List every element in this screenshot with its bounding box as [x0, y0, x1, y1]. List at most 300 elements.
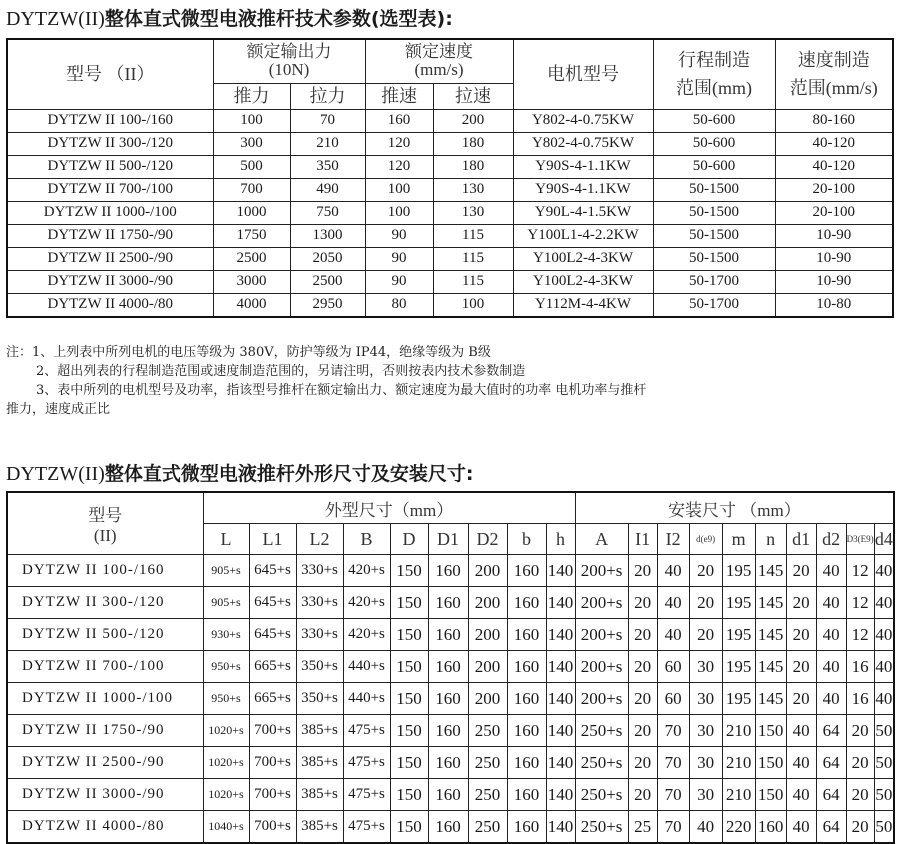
cell-pull: 1300: [290, 224, 365, 247]
table-row: [7, 155, 893, 178]
cell-stroke: 50-600: [653, 132, 775, 155]
cell-outer: 665+s: [249, 683, 296, 715]
cell-install: 20: [628, 619, 657, 651]
cell-install: 20: [628, 651, 657, 683]
col-speed-range: [775, 39, 893, 109]
cell-outer: 150: [390, 555, 428, 587]
cell-outer: 150: [390, 779, 428, 811]
col-install-4: m: [722, 524, 755, 555]
cell-stroke: 50-1700: [653, 293, 775, 317]
col-push-force: 推力: [213, 83, 290, 109]
cell-install: 20: [846, 811, 874, 844]
cell-outer: 250: [468, 715, 507, 747]
cell-install: 210: [722, 747, 755, 779]
model-header-2: (II): [93, 526, 117, 545]
col-outer-7: b: [507, 524, 546, 555]
cell-outer: 950+s: [203, 651, 249, 683]
cell-push: 100: [213, 109, 290, 132]
cell-outer: 200: [468, 555, 507, 587]
speed-group-label: 额定速度: [405, 42, 473, 62]
cell-stroke: 50-1500: [653, 178, 775, 201]
cell-install: 220: [722, 811, 755, 844]
cell-outer: 140: [546, 715, 575, 747]
cell-install: 20: [786, 619, 816, 651]
cell-install: 40: [874, 587, 894, 619]
spec-table-title: [6, 4, 453, 31]
cell-outer: 150: [390, 683, 428, 715]
spec-title-model: DYTZW(II): [6, 8, 105, 30]
col-install-6: d1: [786, 524, 816, 555]
cell-install: 145: [755, 683, 786, 715]
cell-motor: Y90S-4-1.1KW: [513, 178, 653, 201]
cell-push: 500: [213, 155, 290, 178]
cell-install: 150: [755, 715, 786, 747]
table-row: [7, 109, 893, 132]
cell-install: 20: [628, 683, 657, 715]
cell-outer: 160: [428, 747, 468, 779]
cell-install: 145: [755, 651, 786, 683]
cell-push-speed: 90: [365, 247, 433, 270]
cell-motor: Y802-4-0.75KW: [513, 109, 653, 132]
cell-outer: 250: [468, 779, 507, 811]
cell-install: 70: [657, 747, 689, 779]
cell-outer: 1040+s: [203, 811, 249, 844]
cell-speed-range: 40-120: [775, 132, 893, 155]
cell-outer: 330+s: [296, 587, 343, 619]
cell-outer: 350+s: [296, 683, 343, 715]
cell-outer: 905+s: [203, 555, 249, 587]
cell-install: 40: [816, 683, 846, 715]
cell-push-speed: 120: [365, 155, 433, 178]
cell-install: 60: [657, 683, 689, 715]
cell-motor: Y100L1-4-2.2KW: [513, 224, 653, 247]
spec-table: [6, 38, 894, 318]
cell-outer: 160: [428, 811, 468, 844]
cell-install: 150: [755, 779, 786, 811]
cell-speed-range: 20-100: [775, 178, 893, 201]
cell-outer: 645+s: [249, 555, 296, 587]
cell-outer: 200: [468, 651, 507, 683]
cell-outer: 160: [428, 683, 468, 715]
stroke-range-label-2: 范围(mm): [676, 78, 752, 99]
cell-speed-range: 10-80: [775, 293, 893, 317]
cell-install: 12: [846, 587, 874, 619]
cell-install: 20: [846, 779, 874, 811]
cell-install: 40: [874, 619, 894, 651]
cell-install: 40: [657, 587, 689, 619]
col-outer-4: D: [390, 524, 428, 555]
cell-install: 20: [786, 587, 816, 619]
cell-install: 70: [657, 715, 689, 747]
table-row: [7, 270, 893, 293]
spec-title-text: 整体直式微型电液推杆技术参数(选型表):: [104, 8, 453, 30]
cell-outer: 140: [546, 779, 575, 811]
cell-pull: 2500: [290, 270, 365, 293]
cell-speed-range: 40-120: [775, 155, 893, 178]
cell-push-speed: 100: [365, 178, 433, 201]
cell-pull-speed: 100: [433, 293, 513, 317]
table-row: [7, 201, 893, 224]
cell-outer: 200: [468, 619, 507, 651]
cell-push: 1000: [213, 201, 290, 224]
cell-outer: 150: [390, 619, 428, 651]
col-install-8: D3(E9): [846, 524, 874, 555]
cell-outer: 160: [507, 747, 546, 779]
cell-outer: 160: [507, 651, 546, 683]
cell-install: 70: [657, 779, 689, 811]
dimension-table: [6, 491, 895, 844]
cell-install: 30: [689, 715, 722, 747]
cell-outer: 350+s: [296, 651, 343, 683]
cell-install: 16: [846, 651, 874, 683]
cell-outer: 140: [546, 587, 575, 619]
cell-install: 20: [689, 619, 722, 651]
cell-install: 20: [786, 651, 816, 683]
cell-install: 30: [689, 683, 722, 715]
cell-outer: 330+s: [296, 619, 343, 651]
col-outer-0: L: [203, 524, 249, 555]
cell-install: 145: [755, 555, 786, 587]
cell-install: 20: [786, 683, 816, 715]
cell-outer: 930+s: [203, 619, 249, 651]
cell-stroke: 50-600: [653, 109, 775, 132]
col-install-7: d2: [816, 524, 846, 555]
col-outer-6: D2: [468, 524, 507, 555]
table-row: [7, 779, 894, 811]
col-motor: 电机型号: [513, 39, 653, 109]
cell-install: 20: [628, 587, 657, 619]
cell-outer: 160: [428, 779, 468, 811]
cell-outer: 140: [546, 555, 575, 587]
col-outer-2: L2: [296, 524, 343, 555]
cell-model: DYTZW II 700-/100: [7, 651, 203, 683]
cell-outer: 140: [546, 747, 575, 779]
cell-outer: 385+s: [296, 811, 343, 844]
cell-outer: 150: [390, 811, 428, 844]
cell-pull: 2950: [290, 293, 365, 317]
cell-install: 20: [689, 587, 722, 619]
cell-outer: 475+s: [343, 779, 390, 811]
cell-outer: 140: [546, 811, 575, 844]
table-row: [7, 224, 893, 247]
cell-model: DYTZW II 1750-/90: [7, 224, 213, 247]
cell-install: 50: [874, 811, 894, 844]
cell-speed-range: 10-90: [775, 247, 893, 270]
cell-model: DYTZW II 4000-/80: [7, 811, 203, 844]
cell-install: 250+s: [575, 747, 628, 779]
cell-pull: 2050: [290, 247, 365, 270]
cell-install: 64: [816, 747, 846, 779]
cell-install: 30: [689, 779, 722, 811]
col-outer-1: L1: [249, 524, 296, 555]
cell-motor: Y90L-4-1.5KW: [513, 201, 653, 224]
cell-push: 4000: [213, 293, 290, 317]
col-install-1: I1: [628, 524, 657, 555]
force-group-unit: (10N): [268, 60, 310, 80]
cell-push-speed: 90: [365, 224, 433, 247]
cell-install: 200+s: [575, 619, 628, 651]
cell-install: 210: [722, 715, 755, 747]
cell-push-speed: 80: [365, 293, 433, 317]
cell-install: 40: [874, 651, 894, 683]
cell-install: 25: [628, 811, 657, 844]
cell-outer: 160: [507, 683, 546, 715]
col-model-2: [7, 492, 203, 555]
cell-stroke: 50-1500: [653, 224, 775, 247]
cell-stroke: 50-1700: [653, 270, 775, 293]
cell-outer: 385+s: [296, 779, 343, 811]
cell-install: 50: [874, 779, 894, 811]
cell-motor: Y112M-4-4KW: [513, 293, 653, 317]
cell-model: DYTZW II 2500-/90: [7, 247, 213, 270]
cell-outer: 440+s: [343, 683, 390, 715]
cell-install: 12: [846, 619, 874, 651]
cell-outer: 385+s: [296, 747, 343, 779]
cell-outer: 420+s: [343, 555, 390, 587]
cell-install: 200+s: [575, 651, 628, 683]
cell-install: 40: [689, 811, 722, 844]
cell-install: 16: [846, 683, 874, 715]
cell-stroke: 50-1500: [653, 247, 775, 270]
note-2: 2、超出列表的行程制造范围或速度制造范围的，另请注明，否则按表内技术参数制造: [36, 364, 526, 379]
cell-push: 2500: [213, 247, 290, 270]
cell-install: 40: [657, 555, 689, 587]
table-row: [7, 747, 894, 779]
notes: [6, 343, 896, 419]
dimension-table-title: [6, 459, 473, 486]
table-row: [7, 683, 894, 715]
col-install-9: d4: [874, 524, 894, 555]
cell-outer: 420+s: [343, 587, 390, 619]
table-row: [7, 178, 893, 201]
col-install-3: d(e9): [689, 524, 722, 555]
cell-install: 40: [786, 779, 816, 811]
col-push-speed: 推速: [365, 83, 433, 109]
note-1: 注：1、上列表中所列电机的电压等级为 380V，防护等级为 IP44，绝缘等级为 B级: [6, 345, 491, 360]
cell-outer: 645+s: [249, 587, 296, 619]
cell-model: DYTZW II 1750-/90: [7, 715, 203, 747]
cell-install: 195: [722, 683, 755, 715]
cell-outer: 700+s: [249, 779, 296, 811]
cell-push: 700: [213, 178, 290, 201]
cell-install: 195: [722, 651, 755, 683]
speed-range-label-1: 速度制造: [797, 50, 870, 71]
col-pull-speed: 拉速: [433, 83, 513, 109]
col-install-group: 安装尺寸 （mm）: [575, 492, 894, 524]
cell-pull: 210: [290, 132, 365, 155]
col-pull-force: 拉力: [290, 83, 365, 109]
cell-model: DYTZW II 100-/160: [7, 555, 203, 587]
cell-install: 40: [786, 747, 816, 779]
cell-install: 50: [874, 747, 894, 779]
cell-install: 50: [874, 715, 894, 747]
cell-push-speed: 160: [365, 109, 433, 132]
cell-outer: 160: [507, 555, 546, 587]
cell-install: 195: [722, 587, 755, 619]
cell-install: 40: [786, 715, 816, 747]
cell-outer: 250: [468, 747, 507, 779]
col-outer-8: h: [546, 524, 575, 555]
cell-motor: Y100L2-4-3KW: [513, 270, 653, 293]
cell-model: DYTZW II 2500-/90: [7, 747, 203, 779]
dim-title-model: DYTZW(II): [6, 463, 105, 485]
cell-speed-range: 20-100: [775, 201, 893, 224]
cell-install: 40: [816, 555, 846, 587]
col-install-2: I2: [657, 524, 689, 555]
cell-stroke: 50-1500: [653, 201, 775, 224]
table-row: [7, 293, 893, 317]
cell-outer: 1020+s: [203, 779, 249, 811]
cell-install: 20: [628, 779, 657, 811]
cell-model: DYTZW II 3000-/90: [7, 779, 203, 811]
cell-motor: Y802-4-0.75KW: [513, 132, 653, 155]
col-install-0: A: [575, 524, 628, 555]
cell-push-speed: 90: [365, 270, 433, 293]
cell-outer: 330+s: [296, 555, 343, 587]
cell-motor: Y100L2-4-3KW: [513, 247, 653, 270]
cell-install: 60: [657, 651, 689, 683]
cell-install: 64: [816, 811, 846, 844]
cell-install: 40: [816, 651, 846, 683]
cell-pull-speed: 130: [433, 201, 513, 224]
cell-outer: 700+s: [249, 715, 296, 747]
cell-speed-range: 10-90: [775, 270, 893, 293]
cell-speed-range: 10-90: [775, 224, 893, 247]
cell-push: 1750: [213, 224, 290, 247]
cell-outer: 1020+s: [203, 747, 249, 779]
cell-outer: 905+s: [203, 587, 249, 619]
col-outer-group: 外型尺寸（mm）: [203, 492, 575, 524]
cell-outer: 475+s: [343, 811, 390, 844]
dim-title-text: 整体直式微型电液推杆外形尺寸及安装尺寸:: [104, 463, 474, 485]
cell-outer: 645+s: [249, 619, 296, 651]
col-speed-group: [365, 39, 513, 83]
col-model: 型号 （II）: [7, 39, 213, 109]
cell-speed-range: 80-160: [775, 109, 893, 132]
model-header-1: 型号: [88, 506, 123, 525]
table-row: [7, 555, 894, 587]
cell-model: DYTZW II 4000-/80: [7, 293, 213, 317]
cell-outer: 150: [390, 715, 428, 747]
cell-outer: 420+s: [343, 619, 390, 651]
cell-install: 20: [628, 555, 657, 587]
cell-install: 150: [755, 747, 786, 779]
cell-outer: 665+s: [249, 651, 296, 683]
cell-outer: 475+s: [343, 747, 390, 779]
cell-install: 160: [755, 811, 786, 844]
cell-outer: 475+s: [343, 715, 390, 747]
cell-install: 20: [628, 747, 657, 779]
cell-install: 195: [722, 619, 755, 651]
cell-install: 20: [786, 555, 816, 587]
table-row: [7, 651, 894, 683]
cell-outer: 150: [390, 747, 428, 779]
cell-install: 64: [816, 779, 846, 811]
cell-pull-speed: 115: [433, 224, 513, 247]
cell-outer: 700+s: [249, 811, 296, 844]
cell-install: 40: [786, 811, 816, 844]
cell-outer: 150: [390, 651, 428, 683]
force-group-label: 额定输出力: [246, 42, 332, 62]
cell-pull-speed: 200: [433, 109, 513, 132]
note-3: 3、表中所列的电机型号及功率，指该型号推杆在额定输出力、额定速度为最大值时的功率 电机功率与推杆: [36, 383, 647, 398]
cell-pull-speed: 180: [433, 155, 513, 178]
cell-outer: 160: [507, 811, 546, 844]
col-stroke-range: [653, 39, 775, 109]
cell-outer: 440+s: [343, 651, 390, 683]
stroke-range-label-1: 行程制造: [678, 50, 750, 71]
cell-outer: 160: [428, 619, 468, 651]
cell-motor: Y90S-4-1.1KW: [513, 155, 653, 178]
cell-install: 20: [846, 715, 874, 747]
cell-stroke: 50-600: [653, 155, 775, 178]
cell-install: 145: [755, 587, 786, 619]
cell-outer: 250: [468, 811, 507, 844]
cell-install: 40: [874, 555, 894, 587]
cell-outer: 160: [507, 619, 546, 651]
cell-outer: 160: [428, 715, 468, 747]
cell-model: DYTZW II 3000-/90: [7, 270, 213, 293]
cell-model: DYTZW II 100-/160: [7, 109, 213, 132]
cell-install: 40: [816, 619, 846, 651]
cell-install: 250+s: [575, 811, 628, 844]
cell-pull-speed: 115: [433, 247, 513, 270]
cell-pull-speed: 115: [433, 270, 513, 293]
col-outer-5: D1: [428, 524, 468, 555]
cell-outer: 160: [507, 587, 546, 619]
cell-model: DYTZW II 1000-/100: [7, 201, 213, 224]
cell-install: 40: [657, 619, 689, 651]
col-install-5: n: [755, 524, 786, 555]
cell-pull: 70: [290, 109, 365, 132]
cell-model: DYTZW II 300-/120: [7, 132, 213, 155]
cell-outer: 700+s: [249, 747, 296, 779]
cell-outer: 200: [468, 587, 507, 619]
cell-push-speed: 100: [365, 201, 433, 224]
cell-model: DYTZW II 300-/120: [7, 587, 203, 619]
cell-outer: 140: [546, 619, 575, 651]
cell-outer: 200: [468, 683, 507, 715]
cell-install: 40: [816, 587, 846, 619]
cell-outer: 160: [428, 651, 468, 683]
cell-outer: 160: [428, 555, 468, 587]
cell-install: 195: [722, 555, 755, 587]
cell-install: 210: [722, 779, 755, 811]
cell-push: 300: [213, 132, 290, 155]
cell-install: 12: [846, 555, 874, 587]
col-force-group: [213, 39, 365, 83]
table-row: [7, 619, 894, 651]
cell-model: DYTZW II 1000-/100: [7, 683, 203, 715]
table-row: [7, 587, 894, 619]
cell-push-speed: 120: [365, 132, 433, 155]
cell-pull: 350: [290, 155, 365, 178]
cell-outer: 160: [507, 715, 546, 747]
speed-range-label-2: 范围(mm/s): [789, 78, 878, 99]
cell-model: DYTZW II 700-/100: [7, 178, 213, 201]
cell-model: DYTZW II 500-/120: [7, 619, 203, 651]
cell-install: 145: [755, 619, 786, 651]
cell-pull-speed: 130: [433, 178, 513, 201]
cell-pull: 750: [290, 201, 365, 224]
cell-outer: 140: [546, 651, 575, 683]
table-row: [7, 247, 893, 270]
cell-install: 20: [846, 747, 874, 779]
col-outer-3: B: [343, 524, 390, 555]
cell-outer: 140: [546, 683, 575, 715]
cell-install: 200+s: [575, 587, 628, 619]
cell-pull: 490: [290, 178, 365, 201]
